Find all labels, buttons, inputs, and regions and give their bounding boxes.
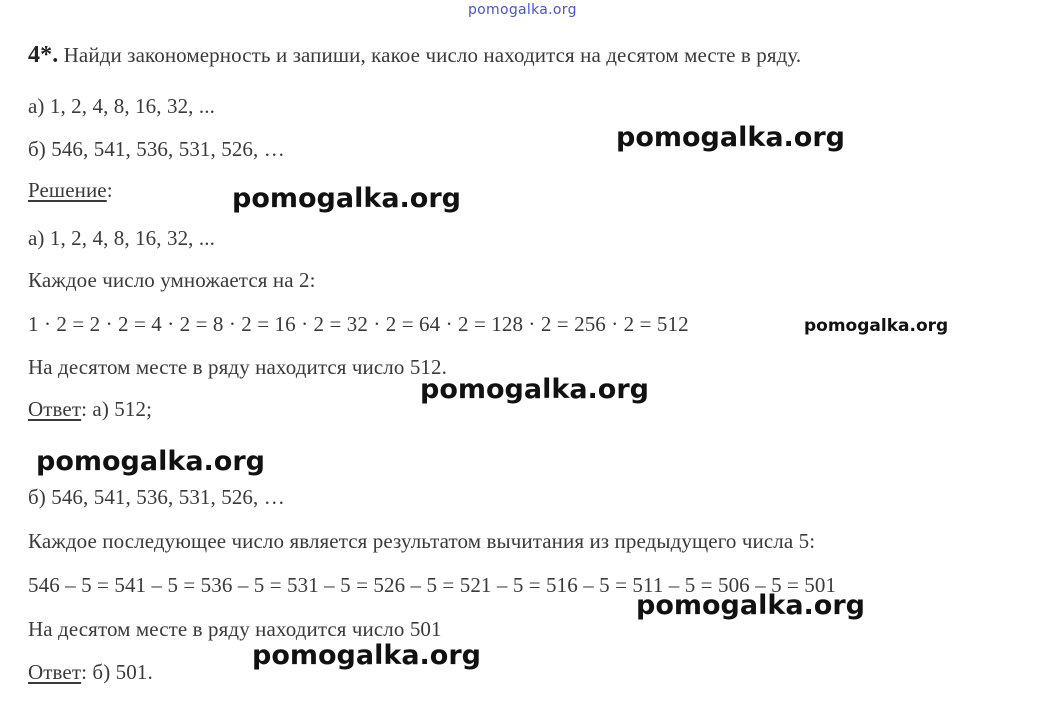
solution-heading-label: Решение (28, 178, 107, 202)
watermark: pomogalka.org (636, 590, 865, 621)
solution-b-conclusion: На десятом месте в ряду находится число 501 (28, 617, 442, 641)
solution-b-rule: Каждое последующее число является результатом вычитания из предыдущего числа 5: (28, 529, 816, 553)
sequence-a: а) 1, 2, 4, 8, 16, 32, ... (28, 94, 215, 118)
solution-a-chain: 1 · 2 = 2 · 2 = 4 · 2 = 8 · 2 = 16 · 2 = 32 · 2 = 64 · 2 = 128 · 2 = 256 · 2 = 512 (28, 312, 689, 336)
watermark: pomogalka.org (804, 316, 949, 336)
solution-heading-colon: : (106, 178, 113, 202)
answer-b-value: : б) 501. (81, 660, 153, 684)
header-watermark: pomogalka.org (468, 2, 577, 18)
answer-b (28, 660, 153, 685)
task-text: Найди закономерность и запиши, какое число находится на десятом месте в ряду. (63, 43, 802, 67)
watermark: pomogalka.org (420, 374, 649, 405)
solution-b-chain: 546 – 5 = 541 – 5 = 536 – 5 = 531 – 5 = 526 – 5 = 521 – 5 = 516 – 5 = 511 – 5 = 506 – 5 = 501 (28, 573, 837, 597)
watermark: pomogalka.org (252, 640, 481, 671)
answer-a-value: : а) 512; (81, 397, 153, 421)
answer-a (28, 397, 152, 422)
solution-heading (28, 178, 113, 203)
solution-a-rule: Каждое число умножается на 2: (28, 268, 316, 292)
task-number: 4*. (28, 42, 59, 68)
solution-a-sequence: а) 1, 2, 4, 8, 16, 32, ... (28, 226, 215, 250)
solution-b-sequence: б) 546, 541, 536, 531, 526, … (28, 485, 285, 509)
solution-a-conclusion: На десятом месте в ряду находится число 512. (28, 355, 447, 379)
watermark: pomogalka.org (36, 446, 265, 477)
answer-a-label: Ответ (28, 397, 82, 421)
watermark: pomogalka.org (616, 122, 845, 153)
watermark: pomogalka.org (232, 183, 461, 214)
task-statement (28, 42, 801, 69)
answer-b-label: Ответ (28, 660, 82, 684)
sequence-b: б) 546, 541, 536, 531, 526, … (28, 137, 285, 161)
